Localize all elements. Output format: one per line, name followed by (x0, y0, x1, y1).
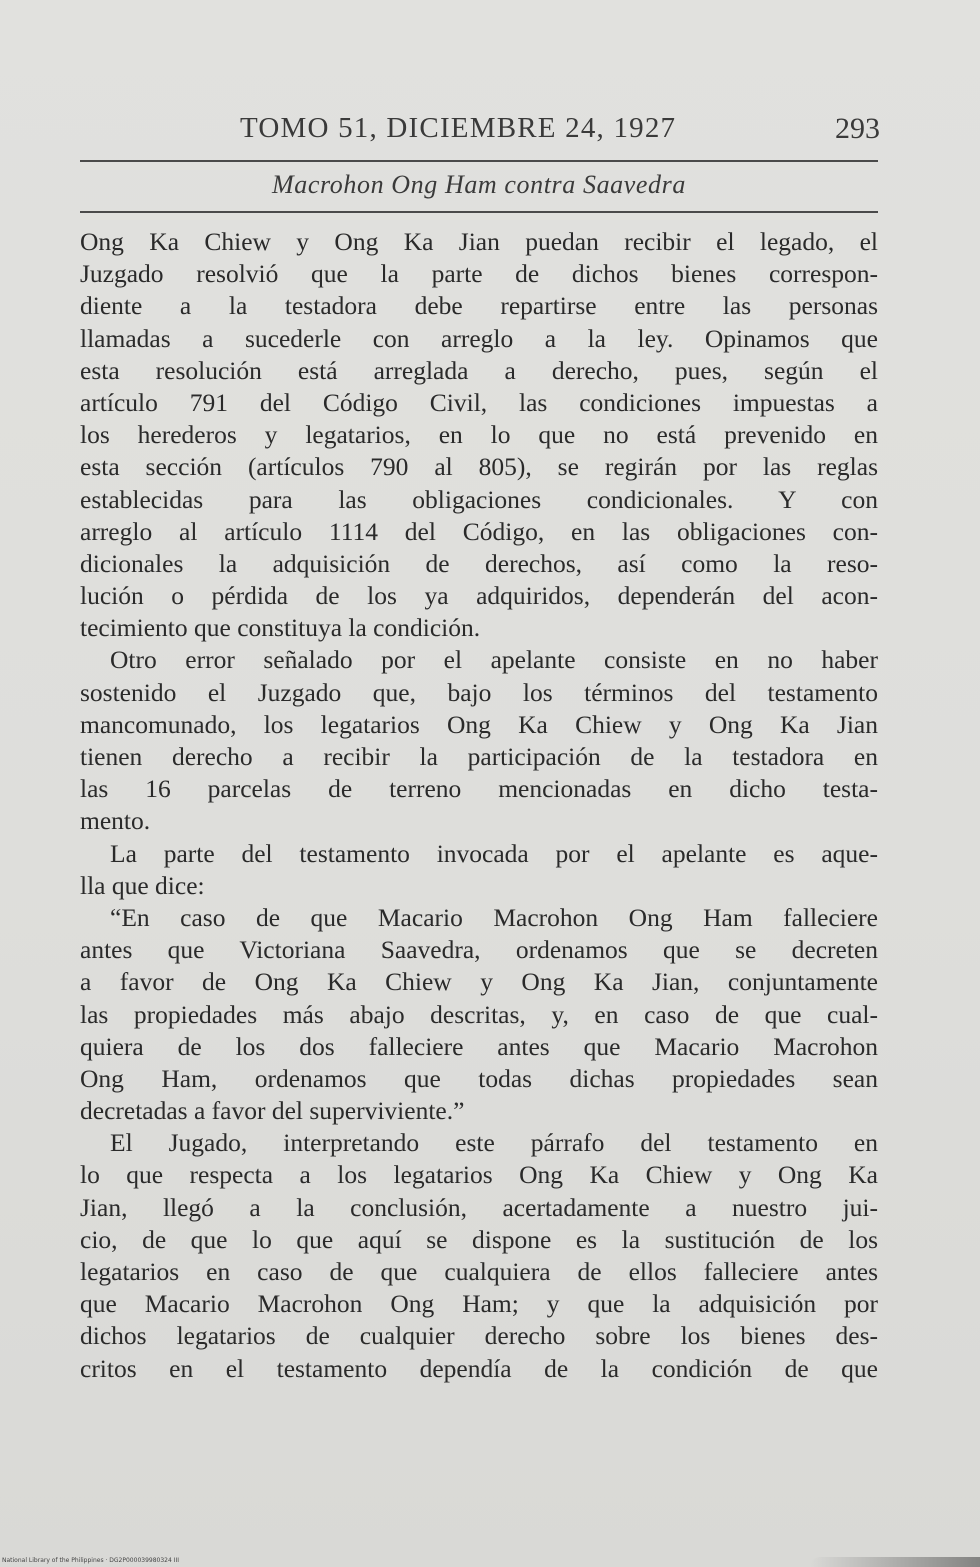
text-line: Juzgado resolvió que la parte de dichos bienes correspon- (80, 259, 878, 289)
text-line: esta resolución está arreglada a derecho, pues, según el (80, 355, 878, 385)
text-line: lla que dice: (80, 870, 205, 900)
text-line: Ong Ham, ordenamos que todas dichas propiedades sean (80, 1063, 878, 1093)
body-text (80, 226, 878, 1385)
text-line: diente a la testadora debe repartirse entre las personas (80, 291, 878, 321)
text-line: critos en el testamento dependía de la condición de que (80, 1353, 878, 1383)
text-line: que Macario Macrohon Ong Ham; y que la adquisición por (80, 1289, 878, 1319)
text-line: El Jugado, interpretando este párrafo del testamento en (110, 1128, 878, 1158)
page-corner-shadow (810, 1557, 980, 1567)
text-line: mento. (80, 806, 151, 836)
text-line: tienen derecho a recibir la participación de la testadora en (80, 742, 878, 771)
text-line: mancomunado, los legatarios Ong Ka Chiew y Ong Ka Jian (80, 709, 878, 739)
text-line: las propiedades más abajo descritas, y, en caso de que cual- (80, 999, 878, 1029)
text-line: “En caso de que Macario Macrohon Ong Ham falleciere (110, 902, 878, 932)
text-line: quiera de los dos falleciere antes que Macario Macrohon (80, 1031, 878, 1061)
text-line: esta sección (artículos 790 al 805), se regirán por las reglas (80, 452, 878, 482)
text-line: decretadas a favor del superviviente.” (80, 1096, 465, 1126)
text-line: artículo 791 del Código Civil, las condiciones impuestas a (80, 387, 878, 417)
scan-footer-note: National Library of the Philippines · DG2P000039980324 III (2, 1557, 180, 1564)
header-rule-bottom (80, 211, 878, 213)
case-title: Macrohon Ong Ham contra Saavedra (272, 170, 686, 199)
text-line: La parte del testamento invocada por el apelante es aque- (110, 838, 878, 868)
text-line: los herederos y legatarios, en lo que no está prevenido en (80, 420, 878, 450)
text-line: a favor de Ong Ka Chiew y Ong Ka Jian, conjuntamente (80, 967, 878, 997)
text-line: establecidas para las obligaciones condicionales. Y con (80, 484, 878, 514)
text-line: dichos legatarios de cualquier derecho sobre los bienes des- (80, 1321, 878, 1351)
text-line: Ong Ka Chiew y Ong Ka Jian puedan recibir el legado, el (80, 227, 878, 256)
text-line: arreglo al artículo 1114 del Código, en las obligaciones con- (80, 516, 878, 546)
text-line: cio, de que lo que aquí se dispone es la sustitución de los (80, 1224, 878, 1254)
header-rule-top (80, 160, 878, 162)
text-line: llamadas a sucederle con arreglo a la ley. Opinamos que (80, 323, 878, 353)
text-line: tecimiento que constituya la condición. (80, 613, 481, 643)
text-line: Jian, llegó a la conclusión, acertadamente a nuestro jui- (80, 1192, 878, 1222)
text-line: lución o pérdida de los ya adquiridos, dependerán del acon- (80, 581, 878, 611)
text-line: lo que respecta a los legatarios Ong Ka Chiew y Ong Ka (80, 1160, 878, 1190)
text-line: Otro error señalado por el apelante consiste en no haber (110, 645, 878, 675)
text-line: las 16 parcelas de terreno mencionadas en dicho testa- (80, 774, 878, 804)
text-line: legatarios en caso de que cualquiera de ellos falleciere antes (80, 1257, 878, 1286)
running-title: TOMO 51, DICIEMBRE 24, 1927 (240, 112, 677, 144)
page-number: 293 (835, 112, 880, 145)
text-line: sostenido el Juzgado que, bajo los términos del testamento (80, 677, 878, 707)
running-head (80, 112, 880, 156)
text-line: dicionales la adquisición de derechos, así como la reso- (80, 548, 878, 578)
text-line: antes que Victoriana Saavedra, ordenamos que se decreten (80, 935, 878, 965)
